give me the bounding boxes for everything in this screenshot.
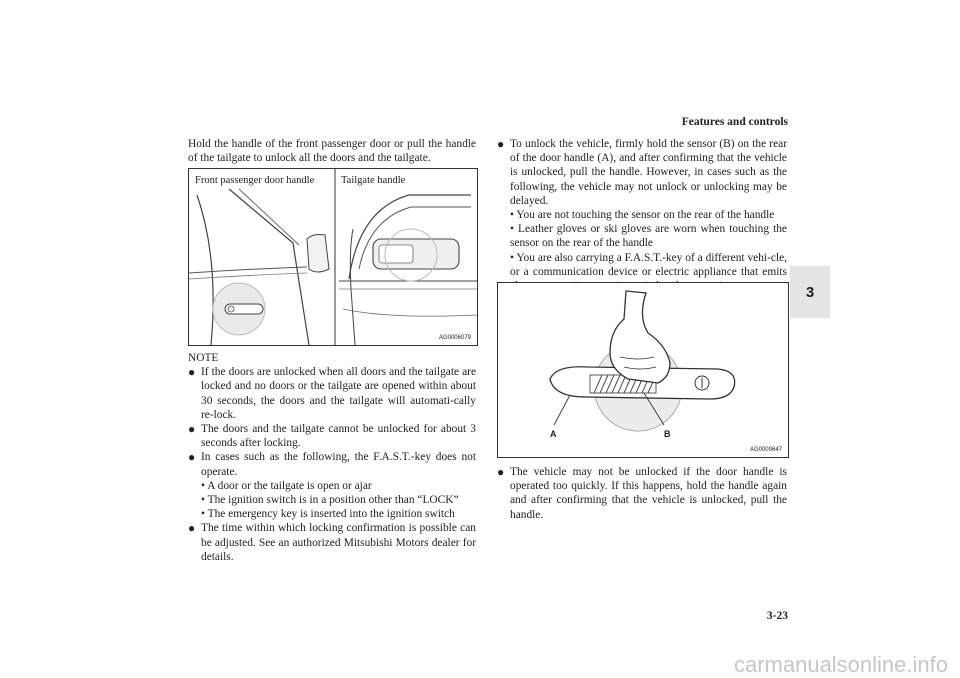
note-subitem: • A door or the tailgate is open or ajar xyxy=(201,479,372,492)
part-label-b: B xyxy=(664,429,671,439)
intro-paragraph: Hold the handle of the front passenger door or pull the handle of the tailgate to unlock all the doors and the tailgate. xyxy=(188,138,476,165)
note-subitem: • The emergency key is inserted into the ignition switch xyxy=(201,508,455,521)
bullet-icon: ● xyxy=(188,365,196,380)
figure-code: AG0006079 xyxy=(438,335,471,341)
note-item xyxy=(188,521,476,564)
note-text: The doors and the tailgate cannot be unlocked for about 3 seconds after locking. xyxy=(201,423,476,450)
note-subitem: • The ignition switch is in a position other than “LOCK” xyxy=(201,494,459,507)
door-tailgate-figure xyxy=(188,168,478,346)
bullet-icon: ● xyxy=(188,450,196,465)
bullet-subitem: • Leather gloves or ski gloves are worn when touching the sensor on the rear of the handle xyxy=(510,223,787,250)
left-column xyxy=(188,137,476,165)
bullet-item xyxy=(497,465,787,522)
bullet-icon: ● xyxy=(188,521,196,536)
note-item xyxy=(188,422,476,450)
bullet-text: The vehicle may not be unlocked if the door handle is operated too quickly. If this happens, hold the handle again and after confirming that the vehicle is unlocked, pull the handle. xyxy=(510,466,787,521)
door-handle-sensor-figure xyxy=(497,282,789,458)
door-tailgate-illustration xyxy=(189,169,477,345)
bullet-subitem: • You are also carrying a F.A.S.T.-key of a different vehi-cle, or a communication device or electric appliance that emits xyxy=(510,251,787,278)
bullet-subitem: • You are not touching the sensor on the rear of the handle xyxy=(510,209,775,222)
figure-label-door: Front passenger door handle xyxy=(195,175,315,186)
section-title: Features and controls xyxy=(681,116,788,128)
watermark: carmanualsonline.info xyxy=(733,652,948,677)
note-text: In cases such as the following, the F.A.S.T.-key does not operate. xyxy=(201,451,476,478)
bullet-text: To unlock the vehicle, firmly hold the sensor (B) on the rear of the door handle (A), and after confirming that the vehicle is unlocked, pull the handle. However, in cases such as the following, the vehicle may not unlock or unlocking may be delayed. xyxy=(510,138,787,207)
right-column-top xyxy=(497,137,787,293)
note-title: NOTE xyxy=(188,352,219,364)
note-item xyxy=(188,450,476,521)
note-item xyxy=(188,365,476,422)
notes-section xyxy=(188,351,476,564)
handle-sensor-illustration xyxy=(498,283,788,457)
bullet-icon: ● xyxy=(497,137,505,151)
bullet-item xyxy=(497,137,787,293)
figure-label-tailgate: Tailgate handle xyxy=(341,175,406,186)
right-column-bottom xyxy=(497,465,787,522)
note-text: The time within which locking confirmation is possible can be adjusted. See an authorized Mitsubishi Motors dealer for details. xyxy=(201,522,476,563)
part-label-a: A xyxy=(550,429,557,439)
bullet-icon: ● xyxy=(497,465,505,479)
page-number: 3-23 xyxy=(766,610,788,622)
figure-code: AG0009647 xyxy=(749,447,782,453)
bullet-icon: ● xyxy=(188,422,196,437)
note-text: If the doors are unlocked when all doors and the tailgate are locked and no doors or the tailgate are opened within about 30 seconds, the doors and the tailgate will automati-cally re-lock. xyxy=(201,366,476,421)
chapter-tab: 3 xyxy=(790,266,830,318)
